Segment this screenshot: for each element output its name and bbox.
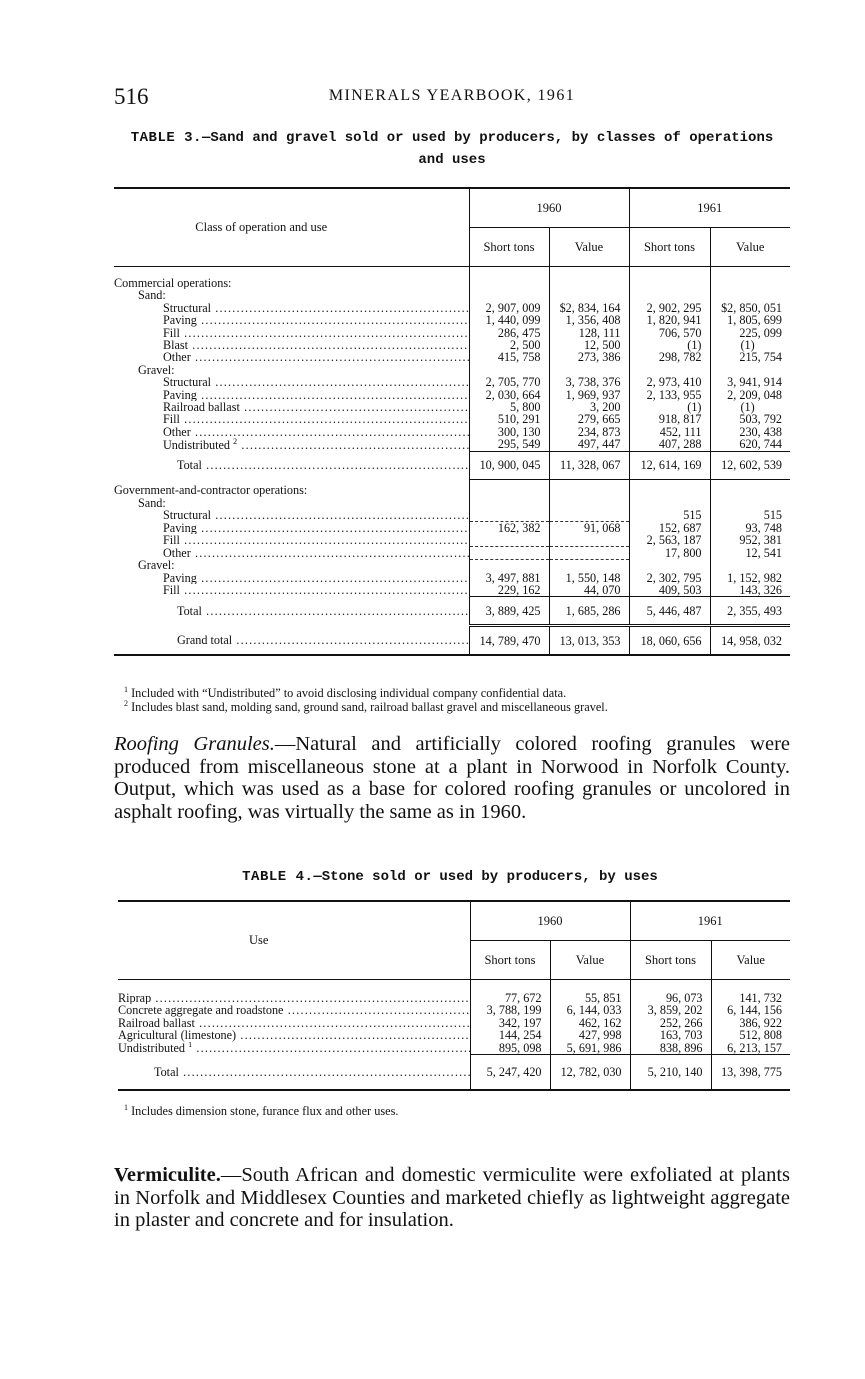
cell: 512, 808 [711,1029,790,1041]
table-row [118,1042,790,1055]
table4 [118,900,790,1091]
cell: 128, 111 [549,327,629,339]
cell [549,547,629,559]
table3-caption [114,127,790,171]
table3-section-heading [114,277,790,289]
table3-label: TABLE 3. [130,130,202,146]
cell: 3, 200 [549,401,629,413]
table-row [114,351,790,363]
row-label: Paving [163,388,197,402]
cell: 12, 500 [549,339,629,351]
table4-caption [150,866,750,888]
table3-col-short-tons-1960: Short tons [469,228,549,267]
row-label: Riprap [118,992,152,1005]
cell: 225, 099 [710,327,790,339]
cell: 1, 805, 699 [710,314,790,326]
cell: 515 [629,509,710,521]
table3-col-value-1961: Value [710,228,790,267]
cell: 295, 549 [469,438,549,451]
cell: 5, 247, 420 [470,1055,550,1090]
row-label: Other [163,546,191,560]
row-label: Paving [163,571,197,584]
cell: 18, 060, 656 [629,626,710,656]
table-total-row [114,451,790,479]
cell: 6, 144, 156 [711,1004,790,1016]
cell: 3, 788, 199 [470,1004,550,1016]
cell: 620, 744 [710,438,790,451]
footnote-mark: 1 [188,1041,193,1050]
table-row [114,584,790,597]
row-label: Other [163,425,191,439]
table-row [114,438,790,451]
row-label: Undistributed [118,1041,186,1055]
cell: 93, 748 [710,521,790,534]
commercial-gravel-heading: Gravel: [138,363,175,377]
table-row [114,534,790,546]
cell: 2, 563, 187 [629,534,710,546]
table4-stub-header: Use [118,901,470,980]
paragraph-lead: Roofing Granules. [114,733,275,755]
cell: 91, 068 [549,521,629,534]
cell: 96, 073 [630,992,711,1004]
cell: 14, 958, 032 [710,626,790,656]
row-label: Undistributed [163,438,231,452]
table4-title: —Stone sold or used by producers, by uses [313,869,658,885]
cell: 2, 902, 295 [629,302,710,314]
cell: 12, 782, 030 [550,1055,630,1090]
paragraph-vermiculite [114,1164,790,1232]
running-head [114,84,790,110]
commercial-sand-heading: Sand: [138,289,166,302]
row-label: Structural [163,301,212,315]
cell: 279, 665 [549,413,629,425]
footnote [124,686,608,700]
government-operations-heading: Government-and-contractor operations: [114,484,308,497]
cell: 386, 922 [711,1017,790,1029]
cell: 5, 800 [469,401,549,413]
cell: 342, 197 [470,1017,550,1029]
paragraph-roofing-granules [114,733,790,823]
row-label: Agricultural (limestone) [118,1029,237,1042]
page-number: 516 [114,84,149,109]
table3-stub-header: Class of operation and use [114,188,469,267]
cell: 13, 013, 353 [549,626,629,656]
cell: 12, 541 [710,547,790,559]
cell: 12, 614, 169 [629,451,710,479]
cell: $2, 834, 164 [549,302,629,314]
cell: (1) [629,401,710,413]
cell: 1, 550, 148 [549,572,629,584]
cell: 141, 732 [711,992,790,1004]
row-label: Grand total [177,633,233,648]
cell: 510, 291 [469,413,549,425]
table4-col-short-tons-1960: Short tons [470,941,550,980]
row-label: Other [163,351,191,364]
cell: 6, 144, 033 [550,1004,630,1016]
row-label: Blast [163,339,189,352]
row-label: Total [177,604,202,619]
cell: 3, 497, 881 [469,572,549,584]
cell: 5, 691, 986 [550,1042,630,1055]
table4-col-short-tons-1961: Short tons [630,941,711,980]
footnote-mark: 2 [233,438,238,446]
cell: 1, 356, 408 [549,314,629,326]
table3-year-1961: 1961 [629,188,790,228]
cell: 409, 503 [629,584,710,597]
cell: 11, 328, 067 [549,451,629,479]
table-total-row [118,1055,790,1090]
table4-col-value-1961: Value [711,941,790,980]
cell: 298, 782 [629,351,710,363]
cell: 273, 386 [549,351,629,363]
footnote-mark: 2 [124,698,128,708]
commercial-operations-heading: Commercial operations: [114,277,232,290]
cell: 17, 800 [629,547,710,559]
cell: 462, 162 [550,1017,630,1029]
cell: 2, 907, 009 [469,302,549,314]
row-label: Railroad ballast [118,1016,195,1030]
cell: 13, 398, 775 [711,1055,790,1090]
cell: 2, 973, 410 [629,376,710,388]
table-row [118,1004,790,1016]
footnote [124,700,608,714]
cell: 2, 030, 664 [469,389,549,401]
cell: 14, 789, 470 [469,626,549,656]
row-label: Concrete aggregate and roadstone [118,1004,284,1017]
cell: 300, 130 [469,426,549,438]
table-total-row [114,597,790,626]
cell: 952, 381 [710,534,790,546]
cell: 162, 382 [469,521,549,534]
table-row [114,509,790,521]
cell: 515 [710,509,790,521]
footnote-text: Included with “Undistributed” to avoid disclosing individual company confidential data. [131,686,567,700]
cell: 10, 900, 045 [469,451,549,479]
cell: 895, 098 [470,1042,550,1055]
cell: 77, 672 [470,992,550,1004]
cell: 452, 111 [629,426,710,438]
cell: 3, 859, 202 [630,1004,711,1016]
row-label: Fill [163,583,180,597]
cell: 5, 446, 487 [629,597,710,626]
row-label: Paving [163,521,197,535]
government-gravel-heading: Gravel: [138,559,175,572]
paragraph-text: —Natural and artificially colored roofing granules were produced from miscellaneous stone at a plant in Norwood in Norfolk County. Output, which was used as a base for colored roofing granules or uncolored in asphalt roofing, was virtually the same as in 1960. [114,733,790,823]
cell: 1, 685, 286 [549,597,629,626]
row-label: Fill [163,413,180,426]
government-sand-heading: Sand: [138,496,166,509]
cell: 706, 570 [629,327,710,339]
cell: 6, 213, 157 [711,1042,790,1055]
table3-title-line2: and uses [418,152,486,168]
table3-col-value-1960: Value [549,228,629,267]
cell [469,509,549,521]
cell: 230, 438 [710,426,790,438]
cell: 2, 302, 795 [629,572,710,584]
cell: 252, 266 [630,1017,711,1029]
cell: 229, 162 [469,584,549,597]
cell: (1) [629,339,710,351]
table4-col-value-1960: Value [550,941,630,980]
table3 [114,187,790,656]
cell: 2, 705, 770 [469,376,549,388]
cell: 3, 738, 376 [549,376,629,388]
cell: (1) [710,401,790,413]
cell: (1) [710,339,790,351]
cell: 12, 602, 539 [710,451,790,479]
cell: 143, 326 [710,584,790,597]
table4-year-1960: 1960 [470,901,630,941]
cell: 1, 152, 982 [710,572,790,584]
cell: 2, 500 [469,339,549,351]
cell [549,509,629,521]
table4-year-1961: 1961 [630,901,790,941]
cell: 503, 792 [710,413,790,425]
cell [469,547,549,559]
row-label: Structural [163,509,212,522]
cell: 838, 896 [630,1042,711,1055]
table-row [114,413,790,425]
cell: 427, 998 [550,1029,630,1041]
table-grand-total-row [114,626,790,656]
table3-col-short-tons-1961: Short tons [629,228,710,267]
cell [469,534,549,546]
row-label: Railroad ballast [163,401,240,414]
paragraph-lead: Vermiculite. [114,1164,221,1186]
cell: $2, 850, 051 [710,302,790,314]
cell: 1, 969, 937 [549,389,629,401]
table-row [114,547,790,559]
row-label: Structural [163,376,212,389]
cell: 55, 851 [550,992,630,1004]
cell: 3, 889, 425 [469,597,549,626]
cell: 286, 475 [469,327,549,339]
table-row [114,314,790,326]
table-row [118,1029,790,1041]
cell: 497, 447 [549,438,629,451]
footnote-text: Includes blast sand, molding sand, ground sand, railroad ballast gravel and miscellaneous gravel. [131,700,608,714]
table4-footnotes [124,1104,398,1118]
table3-footnotes [124,686,608,714]
cell: 918, 817 [629,413,710,425]
table3-title-line1: —Sand and gravel sold or used by producers, by classes of operations [201,130,774,146]
footnote [124,1104,398,1118]
table3-year-1960: 1960 [469,188,629,228]
cell: 152, 687 [629,521,710,534]
cell: 407, 288 [629,438,710,451]
row-label: Total [154,1064,179,1079]
row-label: Fill [163,534,180,547]
footnote-mark: 1 [124,1102,128,1112]
footnote-text: Includes dimension stone, furance flux and other uses. [131,1104,399,1118]
cell: 215, 754 [710,351,790,363]
cell: 163, 703 [630,1029,711,1041]
cell: 5, 210, 140 [630,1055,711,1090]
cell: 44, 070 [549,584,629,597]
cell: 234, 873 [549,426,629,438]
cell: 144, 254 [470,1029,550,1041]
table4-label: TABLE 4. [242,869,314,885]
paragraph-text: —South African and domestic vermiculite were exfoliated at plants in Norfolk and Middlesex Counties and marketed chiefly as lightweight aggregate in plaster and concrete and for insulation. [114,1164,790,1231]
cell: 2, 133, 955 [629,389,710,401]
cell: 1, 820, 941 [629,314,710,326]
running-title: MINERALS YEARBOOK, 1961 [328,87,576,104]
table-row [114,376,790,388]
footnote-mark: 1 [124,684,128,694]
cell [549,534,629,546]
cell: 415, 758 [469,351,549,363]
cell: 3, 941, 914 [710,376,790,388]
row-label: Total [177,458,202,473]
row-label: Fill [163,326,180,340]
row-label: Paving [163,314,197,327]
cell: 1, 440, 099 [469,314,549,326]
cell: 2, 209, 048 [710,389,790,401]
cell: 2, 355, 493 [710,597,790,626]
